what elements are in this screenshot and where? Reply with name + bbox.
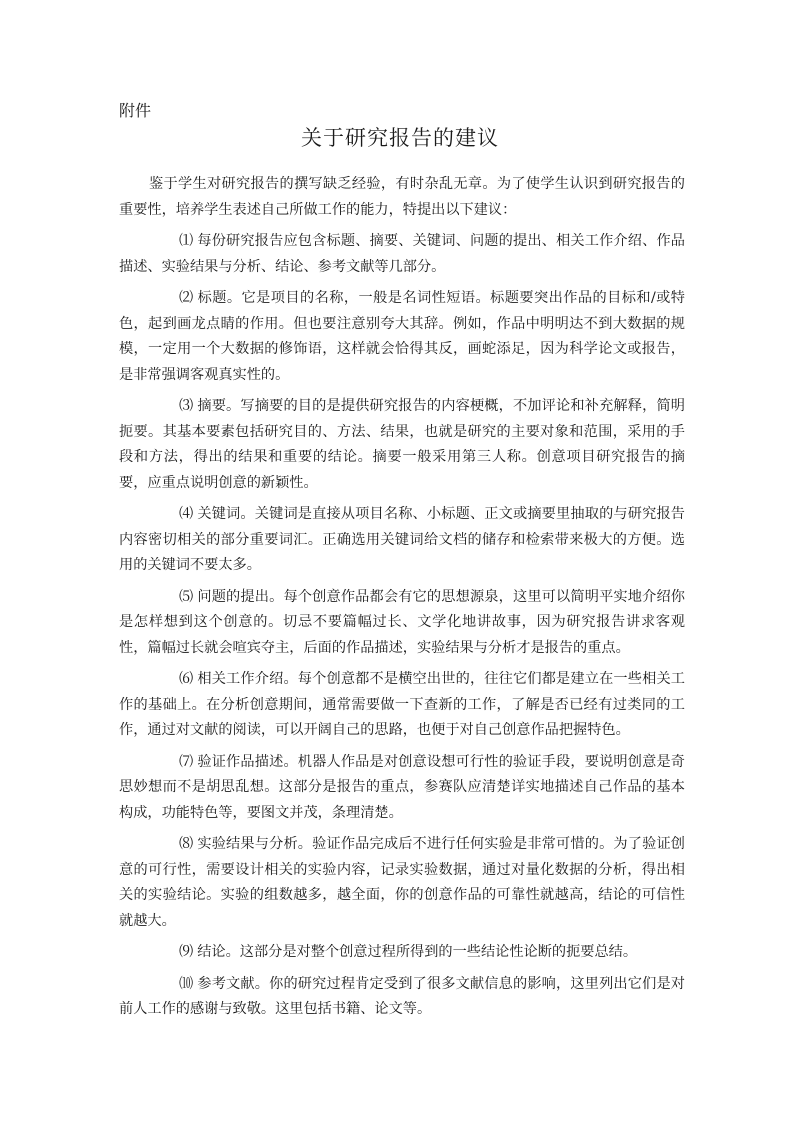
item-number: ⑷ (179, 506, 194, 522)
page-title: 关于研究报告的建议 (301, 126, 499, 150)
item-text: 问题的提出。每个创意作品都会有它的思想源泉，这里可以简明平实地介绍你是怎样想到这个创意的。切忌不要篇幅过长、文学化地讲故事，因为研究报告讲求客观性，篇幅过长就会喧宾夺主，后面的作品描述，实验结果与分析才是报告的重点。 (119, 588, 685, 656)
recommendation-item-4 (119, 502, 685, 579)
item-text: 实验结果与分析。验证作品完成后不进行任何实验是非常可惜的。为了验证创意的可行性，需要设计相关的实验内容，记录实验数据，通过对量化数据的分析，得出相关的实验结论。实验的组数越多，越全面，你的创意作品的可靠性就越高，结论的可信性就越大。 (119, 836, 685, 929)
item-text: 摘要。写摘要的目的是提供研究报告的内容梗概，不加评论和补充解释，简明扼要。其基本要素包括研究目的、方法、结果，也就是研究的主要对象和范围，采用的手段和方法，得出的结果和重要的结论。摘要一般采用第三人称。创意项目研究报告的摘要，应重点说明创意的新颖性。 (119, 398, 685, 491)
item-number: ⑹ (179, 671, 194, 687)
recommendation-item-9 (119, 940, 685, 966)
recommendation-item-7 (119, 750, 685, 827)
item-text: 验证作品描述。机器人作品是对创意设想可行性的验证手段，要说明创意是奇思妙想而不是胡思乱想。这部分是报告的重点，参赛队应清楚详实地描述自己作品的基本构成，功能特色等，要图文并茂，条理清楚。 (119, 753, 685, 821)
document-body (119, 172, 685, 1029)
item-text: 每份研究报告应包含标题、摘要、关键词、问题的提出、相关工作介绍、作品描述、实验结果与分析、结论、参考文献等几部分。 (119, 233, 685, 275)
item-text: 关键词。关键词是直接从项目名称、小标题、正文或摘要里抽取的与研究报告内容密切相关的部分重要词汇。正确选用关键词给文档的储存和检索带来极大的方便。选用的关键词不要太多。 (119, 506, 685, 573)
item-number: ⑶ (179, 398, 194, 414)
item-number: ⑼ (179, 944, 194, 960)
item-text: 结论。这部分是对整个创意过程所得到的一些结论性论断的扼要总结。 (197, 944, 638, 960)
item-number: ⑴ (179, 233, 194, 249)
recommendation-item-1 (119, 229, 685, 280)
attachment-label: 附件 (119, 101, 152, 120)
item-number: ⑻ (179, 836, 194, 852)
recommendation-item-2 (119, 286, 685, 388)
recommendation-item-10 (119, 972, 685, 1023)
item-text: 相关工作介绍。每个创意都不是横空出世的，往往它们都是建立在一些相关工作的基础上。在分析创意期间，通常需要做一下查新的工作，了解是否已经有过类同的工作，通过对文献的阅读，可以开阔自己的思路，也便于对自己创意作品把握特色。 (119, 671, 685, 738)
item-text: 标题。它是项目的名称，一般是名词性短语。标题要突出作品的目标和/或特色，起到画龙点睛的作用。但也要注意别夸大其辞。例如，作品中明明达不到大数据的规模，一定用一个大数据的修饰语，这样就会恰得其反，画蛇添足，因为科学论文或报告，是非常强调客观真实性的。 (119, 290, 685, 383)
intro-paragraph: 鉴于学生对研究报告的撰写缺乏经验，有时杂乱无章。为了使学生认识到研究报告的重要性，培养学生表述自己所做工作的能力，特提出以下建议： (119, 176, 685, 218)
recommendation-item-3 (119, 394, 685, 496)
item-number: ⑺ (179, 753, 194, 770)
item-number: ⑸ (179, 588, 194, 605)
item-text: 参考文献。你的研究过程肯定受到了很多文献信息的影响，这里列出它们是对前人工作的感谢与致敬。这里包括书籍、论文等。 (119, 975, 685, 1017)
recommendation-item-8 (119, 832, 685, 934)
recommendation-item-5 (119, 585, 685, 662)
recommendation-item-6 (119, 667, 685, 744)
item-number: ⑽ (179, 975, 194, 992)
item-number: ⑵ (179, 290, 194, 306)
